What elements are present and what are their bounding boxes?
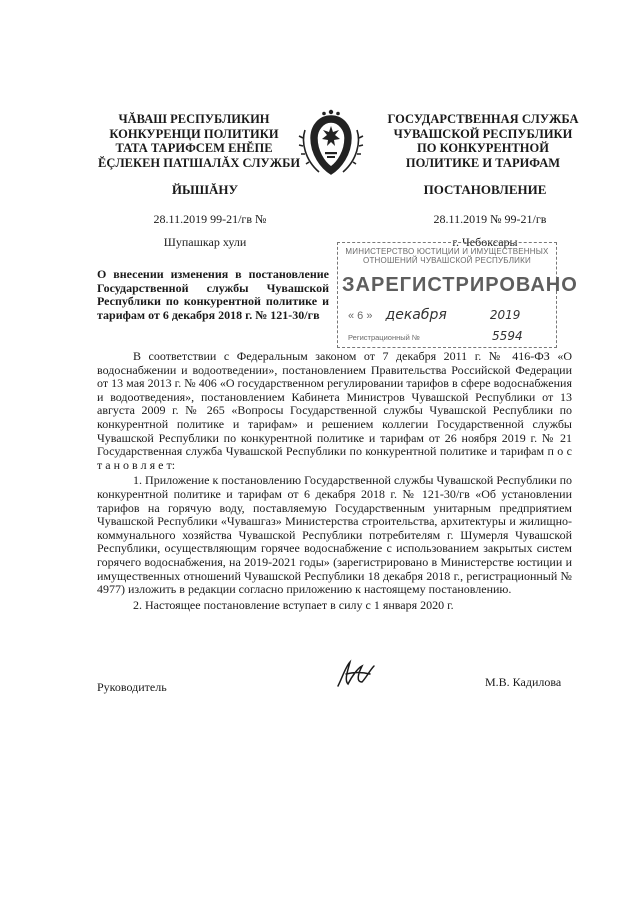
doc-date-chuvash: 28.11.2019 99-21/гв № <box>153 212 267 226</box>
stamp-date-year: 2019 <box>489 308 521 322</box>
body-paragraph: 2. Настоящее постановление вступает в силу с 1 января 2020 г. <box>133 597 454 612</box>
signer-title: Руководитель <box>97 680 167 694</box>
doc-date-russian: 28.11.2019 № 99-21/гв <box>433 212 547 226</box>
header-russian <box>376 112 590 170</box>
stamp-date-day: « 6 » <box>348 310 373 322</box>
document-subject: О внесении изменения в постановление Государственной службы Чувашской Республики по конкурентной политике и тарифам от 6 декабря 2018 г. № 121-30/гв <box>97 267 329 322</box>
stamp-regnum-value: 5594 <box>492 329 523 343</box>
stamp-registered: ЗАРЕГИСТРИРОВАНО <box>342 274 578 296</box>
city-russian: г. Чебоксары <box>452 235 518 249</box>
header-chuvash-line: ТАТА ТАРИФСЕМ ЕНĔПЕ <box>115 141 273 155</box>
registration-stamp <box>337 242 578 348</box>
signer-name: М.В. Кадилова <box>485 675 562 689</box>
handwritten-signature <box>328 656 382 694</box>
body-paragraph: В соответствии с Федеральным законом от 7 декабря 2011 г. № 416-ФЗ «О водоснабжении и водоотведении», постановлением Правительства Российской Федерации от 13 мая 2013 г. № 406 «О государственном регулировании тарифов в сфере водоснабжения и водоотведения», постановлением Кабинета Министров Чувашской Республики от 13 августа 2009 г. № 265 «Вопросы Государственной службы Чувашской Республики по конкурентной политике и тарифам» и решением коллегии Государственной службы Чувашской Республики по конкурентной политике и тарифам от 26 ноября 2019 г. № 21 Государственная служба Чувашской Республики по конкурентной политике и тарифам п о с т а н о в л я е т: <box>97 349 572 472</box>
body-paragraph: 1. Приложение к постановлению Государственной службы Чувашской Республики по конкурентной политике и тарифам от 6 декабря 2018 г. № 121-30/гв «Об установлении тарифов на горячую воду, поставляемую Государственным унитарным предприятием Чувашской Республики «Чувашгаз» Министерства строительства, архитектуры и жилищно-коммунального хозяйства Чувашской Республики потребителям г. Шумерля Чувашской Республики, осуществляющим горячее водоснабжение с использованием закрытых систем горячего водоснабжения, на 2019-2021 годы» (зарегистрировано в Министерстве юстиции и имущественных отношений Чувашской Республики 18 декабря 2018 г., регистрационный № 4977) изложить в редакции согласно приложению к настоящему постановлению. <box>97 473 572 597</box>
city-chuvash: Шупашкар хули <box>163 235 247 249</box>
document-body <box>97 350 572 612</box>
doc-type-russian: ПОСТАНОВЛЕНИЕ <box>423 182 547 197</box>
header-russian-line: ГОСУДАРСТВЕННАЯ СЛУЖБА <box>387 112 579 126</box>
doc-type-chuvash: ЙЫШĂНУ <box>171 182 239 197</box>
stamp-date-month: декабря <box>385 307 447 323</box>
header-russian-line: ПО КОНКУРЕНТНОЙ <box>417 141 549 155</box>
stamp-date <box>348 307 548 323</box>
header-russian-line: ЧУВАШСКОЙ РЕСПУБЛИКИ <box>393 126 573 141</box>
chuvash-emblem-icon <box>297 108 365 180</box>
stamp-ministry: МИНИСТЕРСТВО ЮСТИЦИИ И ИМУЩЕСТВЕННЫХ ОТНОШЕНИЙ ЧУВАШСКОЙ РЕСПУБЛИКИ <box>345 247 549 265</box>
header-chuvash-line: КОНКУРЕНЦИ ПОЛИТИКИ <box>109 126 279 141</box>
header-chuvash <box>98 112 301 170</box>
header-chuvash-line: ĔÇЛЕКЕН ПАТШАЛĂХ СЛУЖБИ <box>98 155 301 170</box>
stamp-regnum-label: Регистрационный № <box>348 333 420 342</box>
header-russian-line: ПОЛИТИКЕ И ТАРИФАМ <box>405 155 561 170</box>
header-chuvash-line: ЧĂВАШ РЕСПУБЛИКИН <box>118 112 270 126</box>
stamp-regnum <box>348 329 548 343</box>
